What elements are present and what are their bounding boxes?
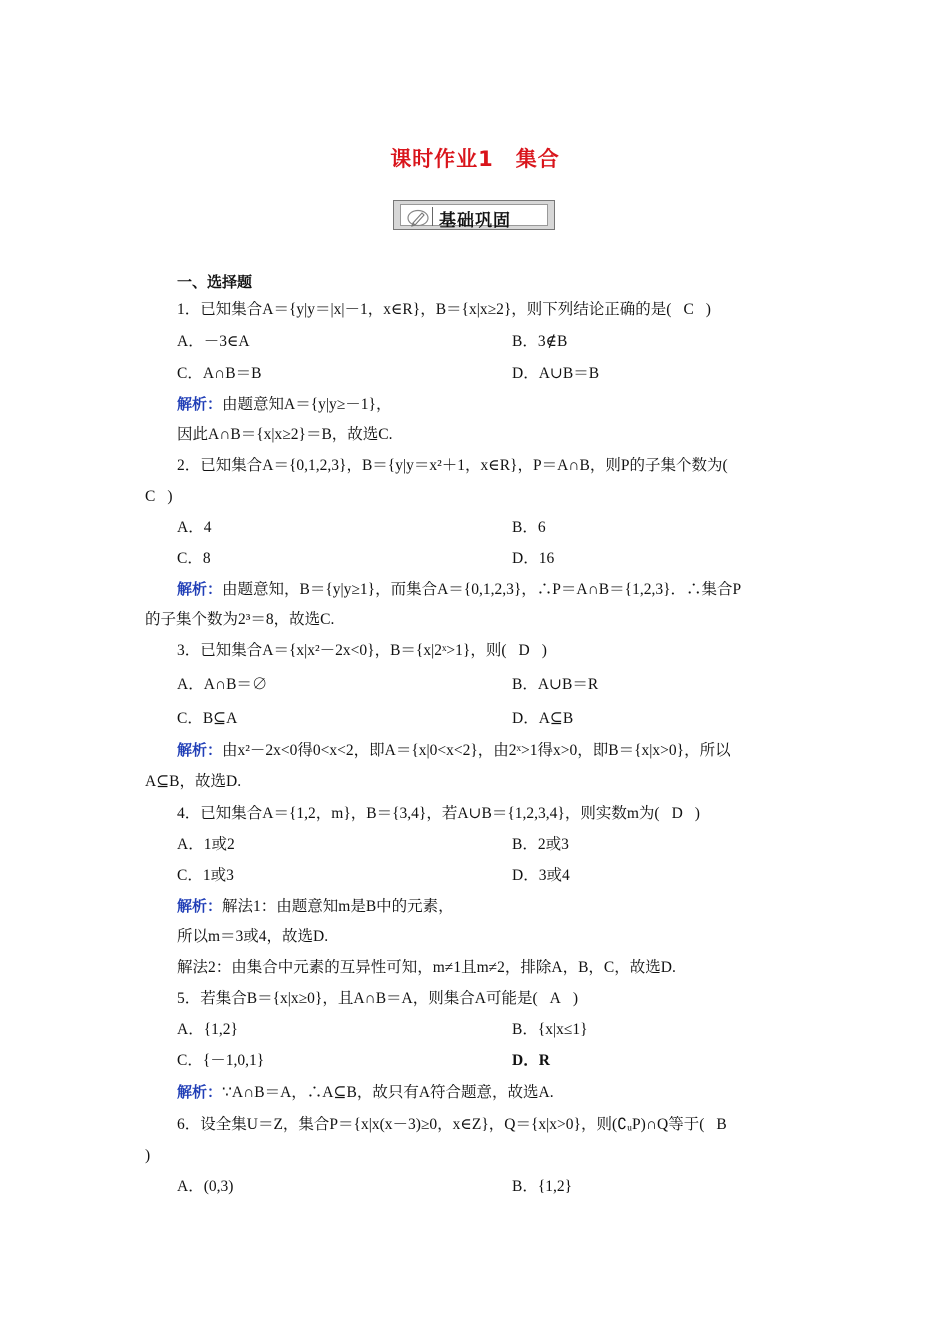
option: A．{1,2}: [177, 1021, 238, 1038]
explain-label: 解析：: [177, 897, 223, 915]
question-stem: 4．已知集合A＝{1,2，m}，B＝{3,4}，若A∪B＝{1,2,3,4}，则实数m为(: [177, 805, 660, 822]
option: D．R: [512, 1052, 550, 1069]
question-stem: 1．已知集合A＝{y|y＝|x|－1，x∈R}，B＝{x|x≥2}，则下列结论正确的是(: [177, 301, 672, 318]
explanation-line: [177, 740, 731, 761]
answer: D: [518, 642, 530, 659]
explanation-line: 因此A∩B＝{x|x≥2}＝B，故选C.: [177, 426, 393, 443]
explanation-line: 解法2：由集合中元素的互异性可知，m≠1且m≠2，排除A，B，C，故选D.: [177, 959, 676, 976]
option: B．6: [512, 519, 546, 536]
option: B．A∪B＝R: [512, 676, 599, 693]
page-title: 课时作业1 集合: [390, 147, 560, 171]
option: A．1或2: [177, 836, 235, 853]
explanation-line: 的子集个数为2³＝8，故选C.: [145, 611, 335, 628]
option: B．{x|x≤1}: [512, 1021, 588, 1038]
paren-close: ): [167, 488, 173, 505]
paren-close: ): [705, 301, 711, 318]
question-1: [177, 300, 711, 320]
explanation-line: [177, 896, 454, 917]
answer: C: [145, 488, 156, 505]
option: B．2或3: [512, 836, 569, 853]
answer: B: [716, 1116, 727, 1133]
option: C．A∩B＝B: [177, 365, 262, 382]
question-stem: 6．设全集U＝Z，集合P＝{x|x(x－3)≥0，x∈Z}，Q＝{x|x>0}，则(∁ᵤP)∩Q等于(: [177, 1116, 705, 1133]
option: C．1或3: [177, 867, 234, 884]
option: A．(0,3): [177, 1178, 234, 1195]
badge-divider: [432, 207, 433, 226]
option: C．B⊆A: [177, 710, 238, 727]
explanation-line: A⊆B，故选D.: [145, 773, 242, 790]
section-badge: [393, 200, 555, 230]
option: C．{－1,0,1}: [177, 1052, 265, 1069]
option: A．A∩B＝∅: [177, 676, 268, 693]
paren-close: ): [145, 1147, 151, 1164]
question-4: [177, 804, 700, 824]
explain-label: 解析：: [177, 580, 223, 598]
question-3: [177, 641, 547, 661]
section-heading: 一、选择题: [177, 273, 253, 291]
question-2: 2．已知集合A＝{0,1,2,3}，B＝{y|y＝x²＋1，x∈R}，P＝A∩B，则P的子集个数为(: [177, 457, 728, 474]
option: A．4: [177, 519, 212, 536]
option: D．3或4: [512, 867, 570, 884]
option: B．3∉B: [512, 333, 568, 350]
explain-label: 解析：: [177, 395, 223, 413]
answer: C: [683, 301, 694, 318]
answer: D: [671, 805, 683, 822]
question-stem: 3．已知集合A＝{x|x²－2x<0}，B＝{x|2ˣ>1}，则(: [177, 642, 507, 659]
explanation-line: 所以m＝3或4，故选D.: [177, 928, 329, 945]
option: C．8: [177, 550, 211, 567]
explain-text: 由x²－2x<0得0<x<2，即A＝{x|0<x<2}，由2ˣ>1得x>0，即B＝{x|x>0}，所以: [222, 742, 731, 759]
badge-label: 基础巩固: [439, 211, 511, 231]
paren-close: ): [541, 642, 547, 659]
question-5: [177, 989, 578, 1009]
explain-text: 解法1：由题意知m是B中的元素，: [222, 898, 454, 915]
paren-close: ): [572, 990, 578, 1007]
question-6: [177, 1115, 739, 1135]
answer-line: [145, 487, 173, 507]
option: A．－3∈A: [177, 333, 250, 350]
explain-text: 由题意知A＝{y|y≥－1}，: [222, 396, 392, 413]
question-stem: 5．若集合B＝{x|x≥0}，且A∩B＝A，则集合A可能是(: [177, 990, 538, 1007]
answer: A: [549, 990, 561, 1007]
explain-label: 解析：: [177, 741, 223, 759]
paren-close: ): [694, 805, 700, 822]
explanation-line: [177, 579, 741, 600]
option: D．A∪B＝B: [512, 365, 600, 382]
explain-label: 解析：: [177, 1083, 223, 1101]
option: B．{1,2}: [512, 1178, 573, 1195]
explain-text: ∵A∩B＝A，∴A⊆B，故只有A符合题意，故选A.: [222, 1084, 554, 1101]
explain-text: 由题意知，B＝{y|y≥1}，而集合A＝{0,1,2,3}，∴P＝A∩B＝{1,2,3}．∴集合P: [222, 581, 742, 598]
pencil-icon: [407, 209, 429, 227]
option: D．A⊆B: [512, 710, 574, 727]
explanation-line: [177, 394, 391, 415]
option: D．16: [512, 550, 555, 567]
explanation-line: [177, 1082, 554, 1103]
